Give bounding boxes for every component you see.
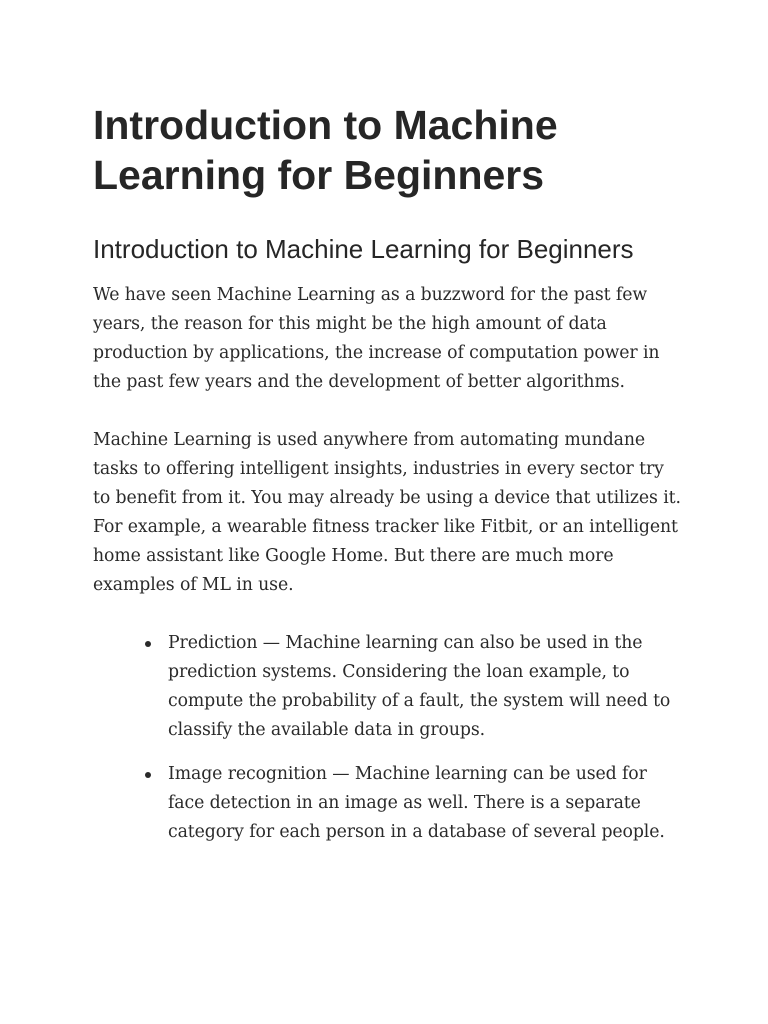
intro-paragraph: We have seen Machine Learning as a buzzword for the past few years, the reason for this might be the high amount of data production by applications, the increase of computation power in the past few years and the development of better algorithms. <box>93 285 660 392</box>
article <box>93 100 683 862</box>
bullet-icon <box>145 641 151 647</box>
bullet-icon <box>145 772 151 778</box>
list-item-text: Image recognition — Machine learning can be used for face detection in an image as well. There is a separate category for each person in a database of several people. <box>168 764 665 842</box>
examples-list <box>93 629 683 847</box>
section-heading: Introduction to Machine Learning for Beginners <box>93 234 634 264</box>
usage-paragraph: Machine Learning is used anywhere from automating mundane tasks to offering intelligent insights, industries in every sector try to benefit from it. You may already be using a device that utilizes it. For example, a wearable fitness tracker like Fitbit, or an intelligent home assistant like Google Home. But there are much more examples of ML in use. <box>93 430 681 595</box>
list-item <box>145 629 683 745</box>
page-title: Introduction to Machine Learning for Beginners <box>93 102 558 198</box>
list-item-text: Prediction — Machine learning can also be used in the prediction systems. Considering the loan example, to compute the probability of a fault, the system will need to classify the available data in groups. <box>168 633 671 740</box>
list-item <box>145 760 683 847</box>
